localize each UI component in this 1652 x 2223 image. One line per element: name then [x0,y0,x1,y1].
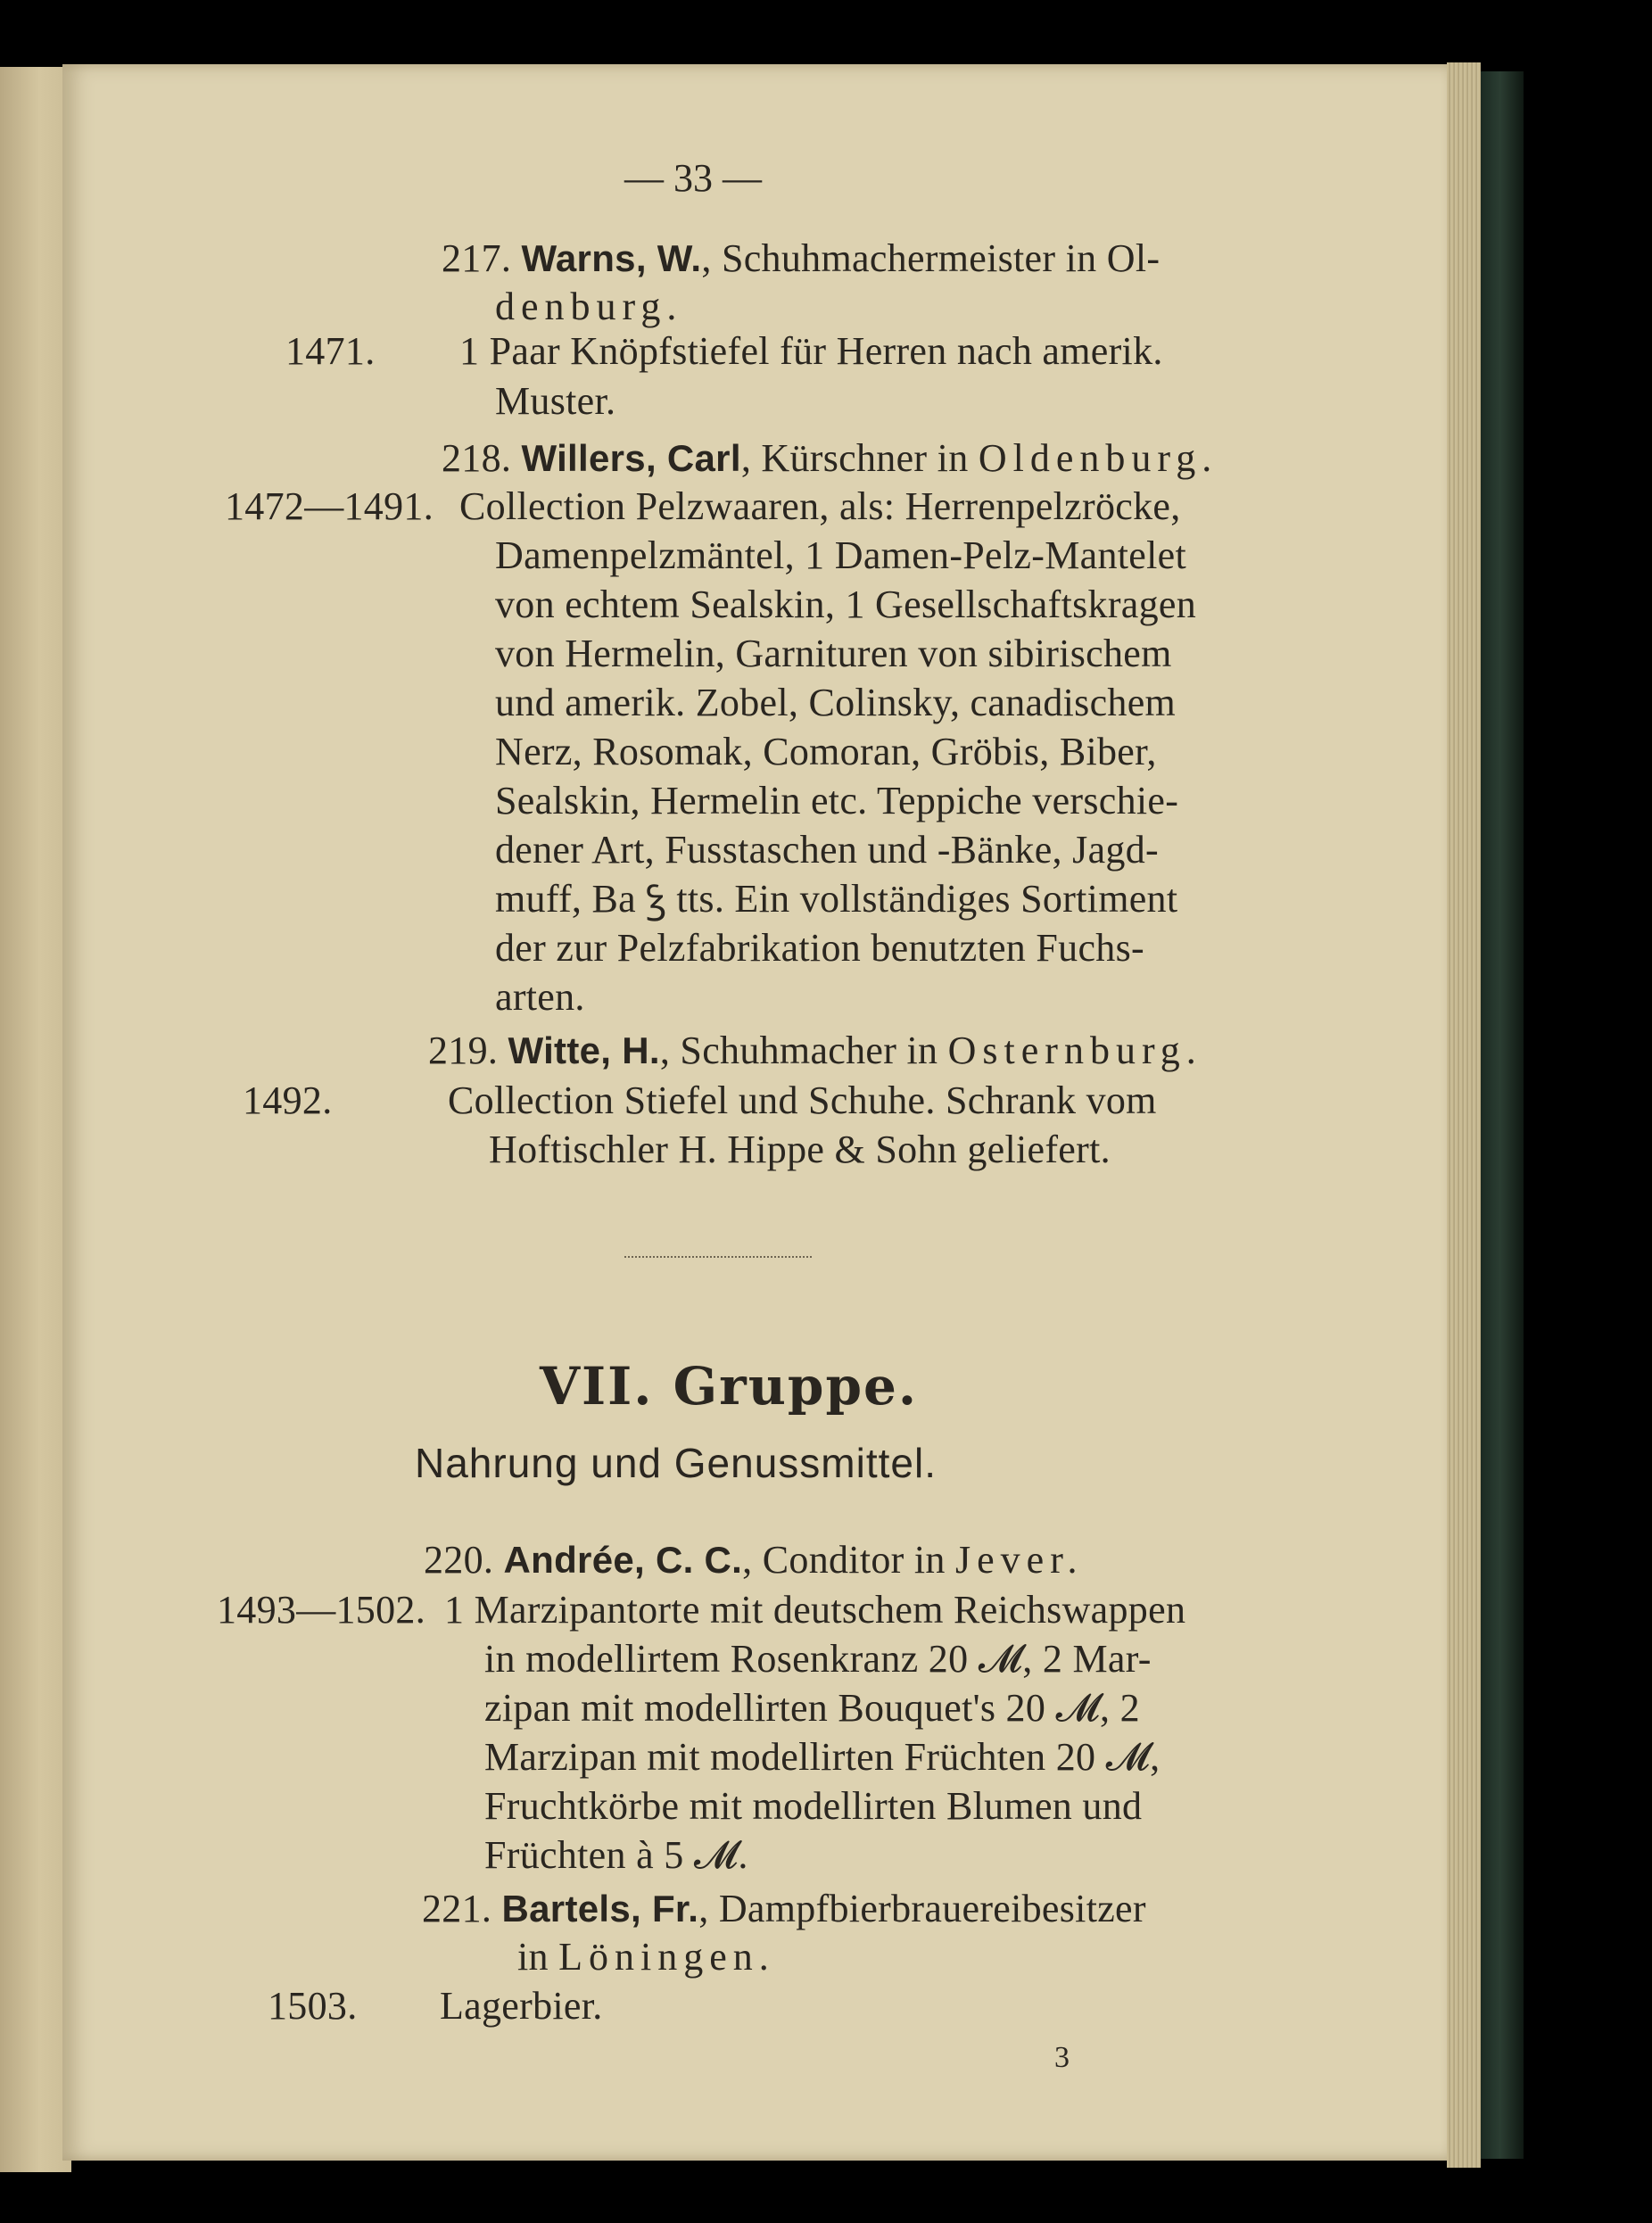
item-description-line: Lagerbier. [440,1984,603,2028]
exhibitor-description: , Schuhmacher in [659,1029,938,1072]
printer-signature-mark: 3 [1054,2041,1070,2074]
item-description-line: Fruchtkörbe mit modellirten Blumen und [484,1784,1143,1828]
group-subheading: Nahrung und Genussmittel. [415,1440,937,1486]
exhibitor-place: Jever. [955,1538,1084,1582]
item-description-line: Früchten à 5 𝓜. [484,1833,748,1877]
exhibitor-place: Löningen. [558,1935,775,1979]
entry-217-heading [442,236,1161,280]
entry-219-heading [428,1031,1202,1070]
previous-page-edge [0,67,71,2172]
item-description-line: dener Art, Fusstaschen und -Bänke, Jagd- [495,828,1159,872]
entry-218-heading [442,436,1218,480]
book-cover-edge [1481,71,1524,2159]
item-description-line: Sealskin, Hermelin etc. Teppiche verschie- [495,779,1179,822]
entry-220-heading [424,1538,1084,1582]
item-numbers: 1471. [285,329,376,373]
item-description-line: 1 Marzipantorte mit deutschem Reichswappen [444,1588,1186,1632]
exhibitor-name: Warns, W. [521,237,702,279]
item-description-line: der zur Pelzfabrikation benutzten Fuchs- [495,926,1144,970]
entry-221-place-line [517,1935,775,1979]
exhibitor-name: Andrée, C. C. [503,1539,743,1581]
item-numbers: 1493—1502. [217,1588,425,1632]
item-numbers: 1492. [243,1078,333,1122]
page-edges [1447,62,1481,2168]
item-description-line: Nerz, Rosomak, Comoran, Gröbis, Biber, [495,730,1157,773]
item-description-line: muff, Ba ꝣ tts. Ein vollständiges Sortiment [495,877,1178,921]
item-description-line: Marzipan mit modellirten Früchten 20 𝓜, [484,1735,1161,1779]
entry-number: 217. [442,236,512,280]
exhibitor-name: Willers, Carl [521,437,741,479]
entry-number: 221. [422,1887,492,1930]
exhibitor-description: , Schuhmachermeister in Ol- [701,236,1161,280]
item-description-line: Collection Stiefel und Schuhe. Schrank vom [448,1078,1157,1122]
item-description-line: Muster. [495,379,616,423]
item-numbers: 1503. [268,1984,358,2028]
entry-221-heading [422,1889,1146,1929]
item-description-line: zipan mit modellirten Bouquet's 20 𝓜, 2 [484,1686,1140,1730]
item-description-line: 1 Paar Knöpfstiefel für Herren nach amerik. [459,329,1163,373]
exhibitor-name: Bartels, Fr. [501,1888,699,1930]
item-description-line: von echtem Sealskin, 1 Gesellschaftskragen [495,583,1197,626]
item-description-line: Collection Pelzwaaren, als: Herrenpelzröcke, [459,484,1181,528]
item-description-line: von Hermelin, Garnituren von sibirischem [495,632,1172,675]
place-prefix: in [517,1935,549,1979]
item-description-line: in modellirtem Rosenkranz 20 𝓜, 2 Mar- [484,1637,1152,1681]
item-description-line: und amerik. Zobel, Colinsky, canadischem [495,681,1177,724]
item-description-line: Hoftischler H. Hippe & Sohn geliefert. [489,1128,1111,1171]
entry-number: 218. [442,436,512,480]
entry-number: 219. [428,1029,499,1072]
group-heading: VII. Gruppe. [540,1356,919,1417]
page-number: — 33 — [624,156,762,200]
exhibitor-description: , Kürschner in [740,436,969,480]
exhibitor-description: , Conditor in [742,1538,946,1582]
item-description-line: Damenpelzmäntel, 1 Damen-Pelz-Mantelet [495,533,1186,577]
exhibitor-place: Oldenburg. [978,436,1218,480]
exhibitor-name: Witte, H. [508,1029,660,1071]
item-description-line: arten. [495,975,585,1019]
exhibitor-description: , Dampfbierbrauereibesitzer [698,1887,1146,1930]
exhibitor-place: Osternburg. [947,1029,1202,1072]
section-divider [624,1256,812,1258]
item-numbers: 1472—1491. [225,484,434,528]
entry-number: 220. [424,1538,494,1582]
exhibitor-place: denburg. [495,285,683,328]
